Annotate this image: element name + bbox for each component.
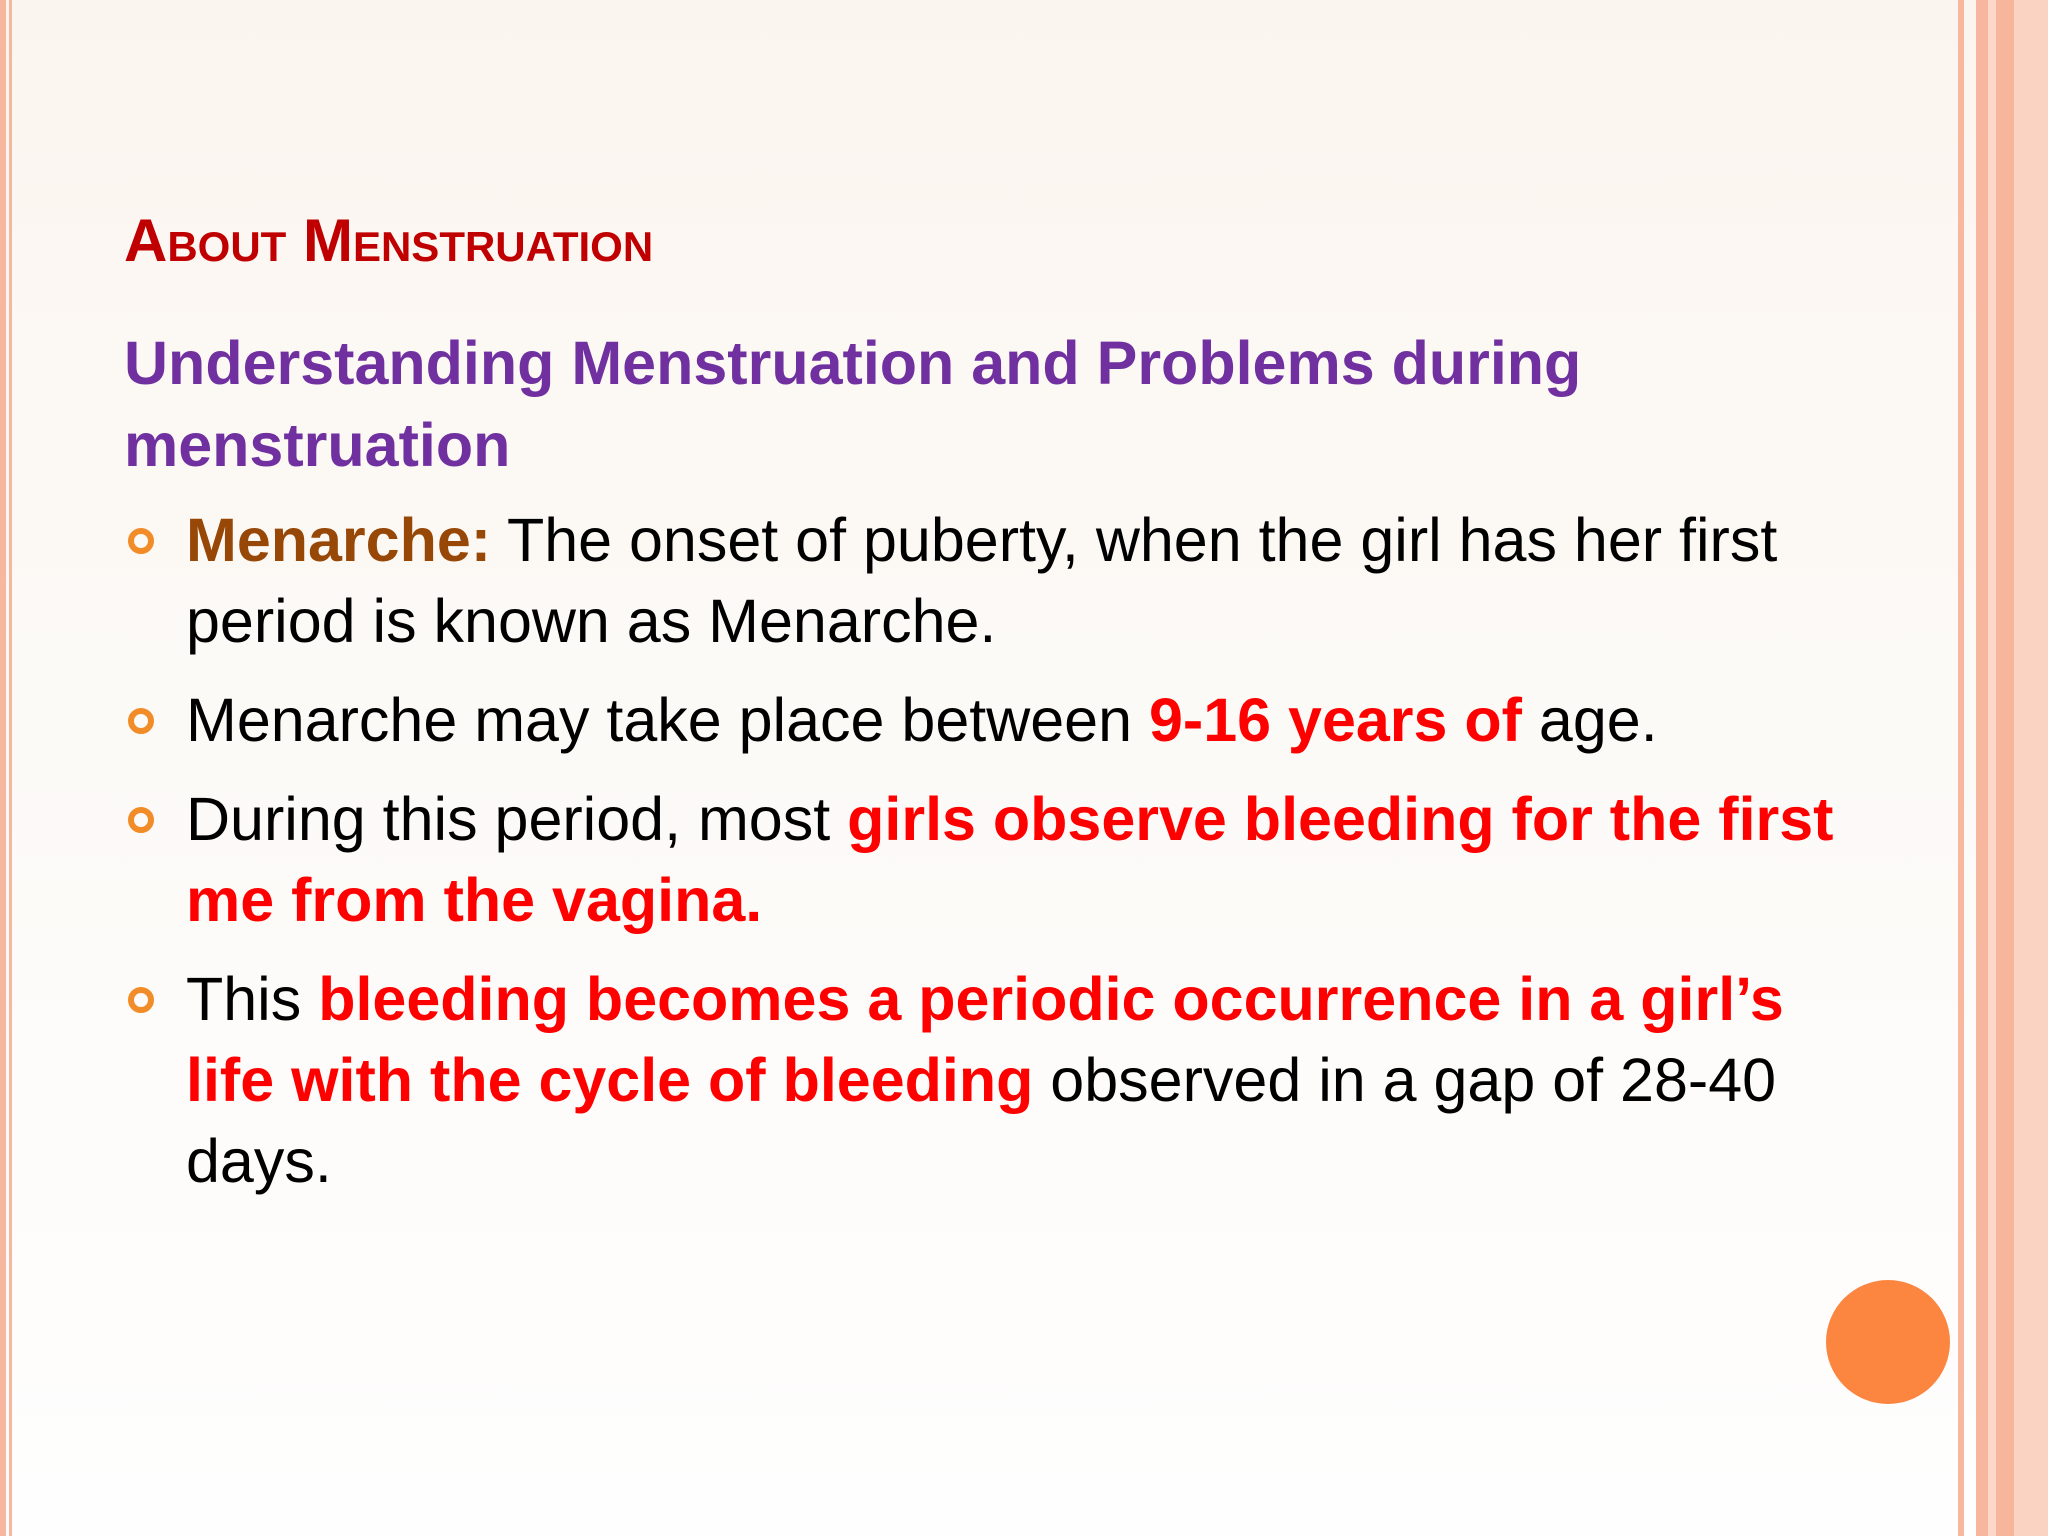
bullet-text: Menarche may take place between bbox=[186, 686, 1149, 754]
right-border-stripe bbox=[1996, 0, 2014, 1536]
bullet-text: observed in a gap of 28-40 days. bbox=[186, 1046, 1777, 1195]
bullet-text: age. bbox=[1521, 686, 1658, 754]
bullet-highlight: bleeding becomes a periodic occurrence in a girl’s life with the cycle of bleeding bbox=[186, 965, 1784, 1114]
right-border-stripe bbox=[1958, 0, 1964, 1536]
slide-subtitle: Understanding Menstruation and Problems during menstruation bbox=[124, 329, 1582, 479]
left-border-stripe bbox=[0, 0, 6, 1536]
hollow-circle-bullet-icon bbox=[128, 807, 154, 833]
right-border-stripe bbox=[2014, 0, 2048, 1536]
bullet-text: This bbox=[186, 965, 319, 1033]
bullet-list bbox=[124, 500, 1884, 1220]
bullet-item-menarche-age bbox=[124, 680, 1884, 761]
bullet-text: The onset of puberty, when the girl has her first period is known as Menarche. bbox=[186, 506, 1778, 655]
bullet-highlight: girls observe bleeding for the first me from the vagina. bbox=[186, 785, 1834, 934]
right-border-stripe bbox=[1988, 0, 1996, 1536]
bullet-item-first-bleeding bbox=[124, 779, 1884, 941]
slide-title: About Menstruation bbox=[124, 207, 654, 274]
bullet-term: Menarche: bbox=[186, 506, 492, 574]
bullet-highlight: 9-16 years of bbox=[1148, 686, 1522, 754]
bullet-item-periodic-cycle bbox=[124, 959, 1884, 1202]
right-border-stripe bbox=[1976, 0, 1988, 1536]
hollow-circle-bullet-icon bbox=[128, 528, 154, 554]
bullet-item-menarche-definition bbox=[124, 500, 1884, 662]
bullet-text: During this period, most bbox=[186, 785, 848, 853]
left-border-stripe bbox=[9, 0, 12, 1536]
hollow-circle-bullet-icon bbox=[128, 708, 154, 734]
hollow-circle-bullet-icon bbox=[128, 987, 154, 1013]
orange-circle-decoration bbox=[1826, 1280, 1950, 1404]
